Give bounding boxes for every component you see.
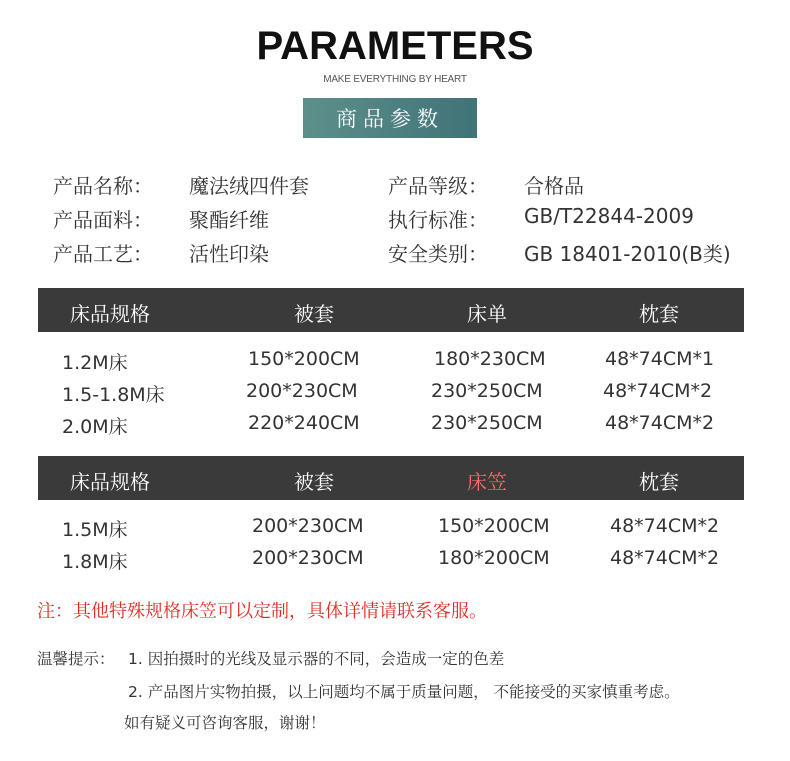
param-row	[388, 204, 731, 238]
param-row	[388, 170, 731, 204]
param-label: 产品面料：	[53, 208, 153, 232]
page-title: PARAMETERS	[256, 24, 534, 68]
size-table-1-header	[38, 288, 744, 332]
table-header-cell: 床品规格	[70, 302, 150, 326]
param-value: GB 18401-2010(B类)	[524, 242, 731, 266]
table-cell: 150*200CM	[438, 515, 550, 537]
table-cell: 200*230CM	[252, 515, 364, 537]
table-cell: 2.0M床	[62, 416, 128, 438]
param-value: GB/T22844-2009	[524, 204, 694, 228]
param-label: 执行标准：	[388, 208, 488, 232]
table-row	[38, 547, 744, 577]
table-cell: 48*74CM*2	[605, 412, 715, 434]
param-row	[53, 204, 309, 238]
table-cell: 1.5M床	[62, 519, 128, 541]
table-cell: 220*240CM	[248, 412, 360, 434]
table-cell: 1.8M床	[62, 551, 128, 573]
params-right-column	[388, 170, 731, 272]
size-table-2-header	[38, 456, 744, 500]
param-label: 产品工艺：	[53, 242, 153, 266]
param-row	[53, 238, 309, 272]
table-row	[38, 515, 744, 545]
table-cell: 230*250CM	[431, 412, 543, 434]
page-subtitle: MAKE EVERYTHING BY HEART	[323, 74, 467, 85]
table-row	[38, 412, 744, 442]
table-cell: 48*74CM*1	[605, 348, 715, 370]
param-row	[53, 170, 309, 204]
table-cell: 48*74CM*2	[610, 515, 720, 537]
tips-line: 1. 因拍摄时的光线及显示器的不同，会造成一定的色差	[128, 650, 505, 668]
section-badge: 商品参数	[303, 98, 477, 138]
param-label: 安全类别：	[388, 242, 488, 266]
table-cell: 150*200CM	[248, 348, 360, 370]
table-cell: 1.2M床	[62, 352, 128, 374]
param-row	[388, 238, 731, 272]
table-header-cell: 枕套	[639, 470, 679, 494]
table-row	[38, 380, 744, 410]
table-header-cell: 枕套	[639, 302, 679, 326]
tips-label: 温馨提示：	[37, 650, 115, 668]
param-value: 活性印染	[189, 242, 269, 266]
table-cell: 230*250CM	[431, 380, 543, 402]
param-value: 合格品	[524, 174, 584, 198]
table-header-cell: 床品规格	[70, 470, 150, 494]
param-value: 魔法绒四件套	[189, 174, 309, 198]
table-header-cell: 被套	[294, 470, 334, 494]
table-cell: 200*230CM	[252, 547, 364, 569]
table-cell: 48*74CM*2	[610, 547, 720, 569]
param-value: 聚酯纤维	[189, 208, 269, 232]
table-row	[38, 348, 744, 378]
table-header-cell: 床单	[467, 302, 507, 326]
table-cell: 200*230CM	[246, 380, 358, 402]
tips-line: 2. 产品图片实物拍摄，以上问题均不属于质量问题， 不能接受的买家慎重考虑。	[128, 683, 680, 701]
table-header-cell: 被套	[294, 302, 334, 326]
table-cell: 1.5-1.8M床	[62, 384, 165, 406]
custom-size-note: 注：其他特殊规格床笠可以定制，具体详情请联系客服。	[37, 601, 487, 622]
table-header-cell-highlight: 床笠	[467, 470, 507, 494]
table-cell: 48*74CM*2	[603, 380, 713, 402]
table-cell: 180*200CM	[438, 547, 550, 569]
param-label: 产品名称：	[53, 174, 153, 198]
param-label: 产品等级：	[388, 174, 488, 198]
table-cell: 180*230CM	[434, 348, 546, 370]
params-left-column	[53, 170, 309, 272]
tips-line: 如有疑义可咨询客服，谢谢！	[124, 714, 326, 732]
